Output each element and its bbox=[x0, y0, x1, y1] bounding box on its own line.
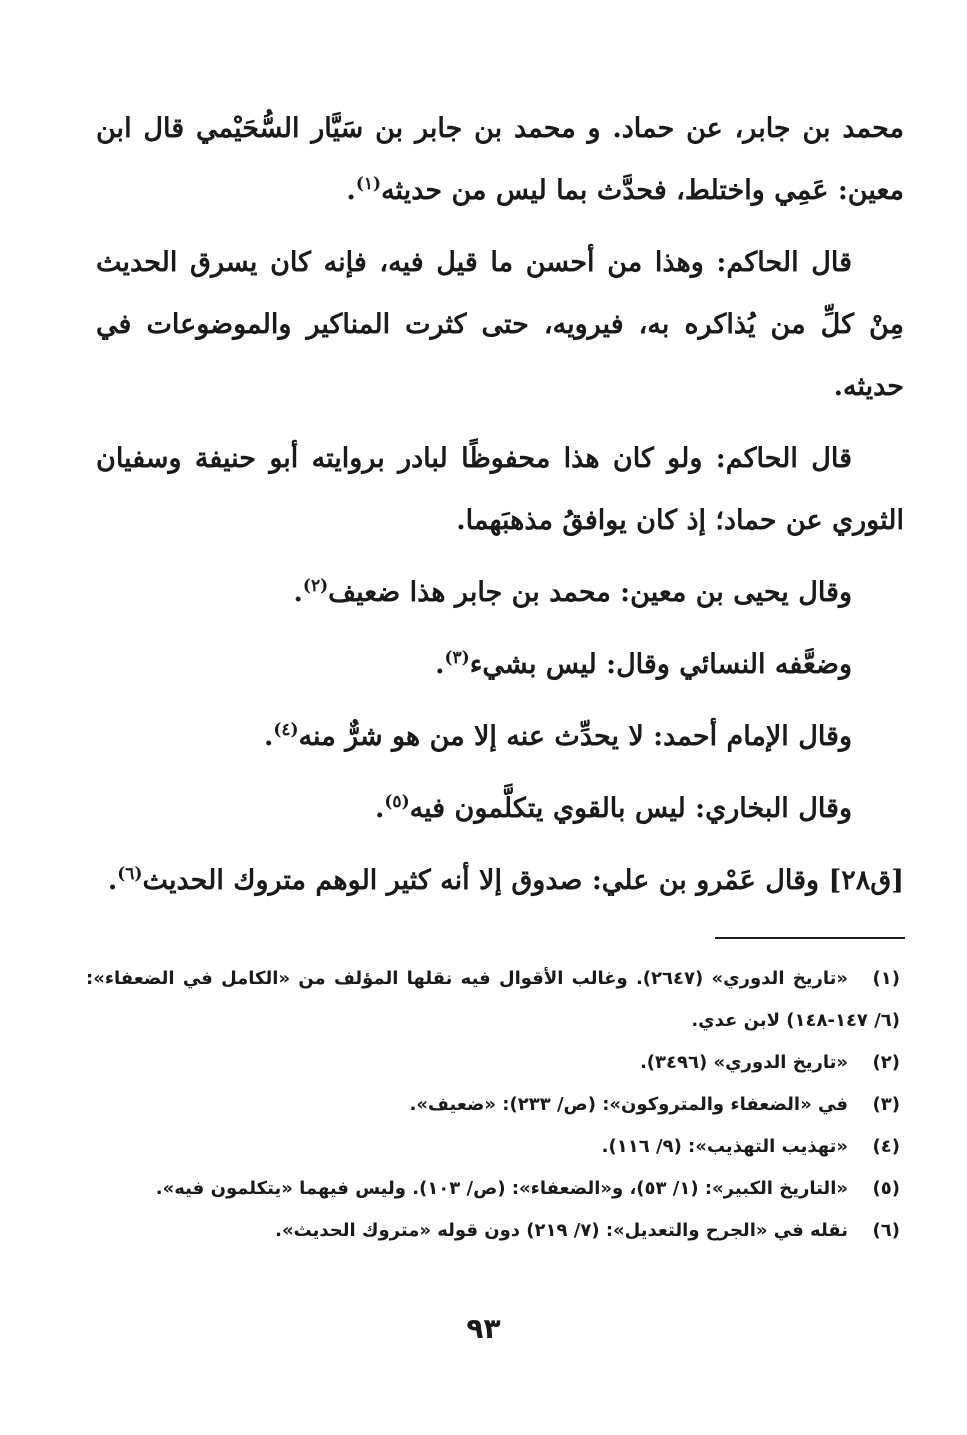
footnote-number: (٣) bbox=[872, 1094, 900, 1115]
paragraph-8: [ق٢٨] وقال عَمْرو بن علي: صدوق إلا أنه كثير الوهم متروك الحديث$^{(٦)}$. bbox=[107, 864, 904, 896]
footnote-6 bbox=[86, 1210, 900, 1252]
footnote-number: (٥) bbox=[872, 1178, 900, 1199]
footnote-number: (٢) bbox=[872, 1052, 900, 1073]
footnote-ref-3[interactable]: (٣) bbox=[444, 648, 470, 668]
footnote-ref-1[interactable]: (١) bbox=[355, 174, 382, 194]
main-text bbox=[96, 98, 904, 922]
footnote-ref-2[interactable]: (٢) bbox=[302, 576, 329, 596]
paragraph-5: وضعَّفه النسائي وقال: ليس بشيء$^{(٣)}$. bbox=[435, 648, 852, 680]
paragraph-2: قال الحاكم: وهذا من أحسن ما قيل فيه، فإنه كان يسرق الحديث مِنْ كلِّ من يُذاكره به، فيرويه، حتى كثرت المناكير والموضوعات في حديثه. bbox=[96, 247, 904, 402]
footnote-text: نقله في «الجرح والتعديل»: (٧/ ٢١٩) دون قوله «متروك الحديث». bbox=[275, 1220, 848, 1241]
footnote-5 bbox=[86, 1168, 900, 1210]
footnote-ref-4[interactable]: (٤) bbox=[273, 720, 299, 740]
footnote-text: «تاريخ الدوري» (٢٦٤٧). وغالب الأقوال فيه نقلها المؤلف من «الكامل في الضعفاء»: (٦/ ١٤٧-١٤٨) لابن عدي. bbox=[86, 968, 900, 1031]
footnote-ref-5[interactable]: (٥) bbox=[384, 792, 410, 812]
page-number: ٩٣ bbox=[466, 1312, 501, 1345]
footnote-3 bbox=[86, 1084, 900, 1126]
paragraph-1: محمد بن جابر، عن حماد. و محمد بن جابر بن سَيَّار السُّحَيْمي قال ابن معين: عَمِي واختلط، فحدَّث بما ليس من حديثه$^{(١)}$. bbox=[96, 113, 904, 206]
footnote-ref-6[interactable]: (٦) bbox=[117, 864, 143, 884]
footnote-text: في «الضعفاء والمتروكون»: (ص/ ٢٣٣): «ضعيف». bbox=[409, 1094, 848, 1115]
footnote-number: (١) bbox=[872, 968, 900, 989]
footnote-2 bbox=[86, 1042, 900, 1084]
footnote-4 bbox=[86, 1126, 900, 1168]
footnote-number: (٦) bbox=[872, 1220, 900, 1241]
footnote-1 bbox=[86, 958, 900, 1042]
footnote-text: «التاريخ الكبير»: (١/ ٥٣)، و«الضعفاء»: (ص/ ١٠٣). وليس فيهما «يتكلمون فيه». bbox=[155, 1178, 848, 1199]
footnote-divider bbox=[715, 937, 905, 939]
footnote-text: «تاريخ الدوري» (٣٤٩٦). bbox=[639, 1052, 848, 1073]
paragraph-7: وقال البخاري: ليس بالقوي يتكلَّمون فيه$^{(٥)}$. bbox=[374, 792, 852, 824]
paragraph-4: وقال يحيى بن معين: محمد بن جابر هذا ضعيف$^{(٢)}$. bbox=[293, 576, 852, 608]
footnotes-section bbox=[86, 958, 900, 1252]
footnote-text: «تهذيب التهذيب»: (٩/ ١١٦). bbox=[601, 1136, 848, 1157]
footnote-number: (٤) bbox=[872, 1136, 900, 1157]
paragraph-6: وقال الإمام أحمد: لا يحدِّث عنه إلا من هو شرٌّ منه$^{(٤)}$. bbox=[263, 720, 852, 752]
paragraph-3: قال الحاكم: ولو كان هذا محفوظًا لبادر بروايته أبو حنيفة وسفيان الثوري عن حماد؛ إذ كان يوافقُ مذهبَهما. bbox=[96, 443, 904, 536]
